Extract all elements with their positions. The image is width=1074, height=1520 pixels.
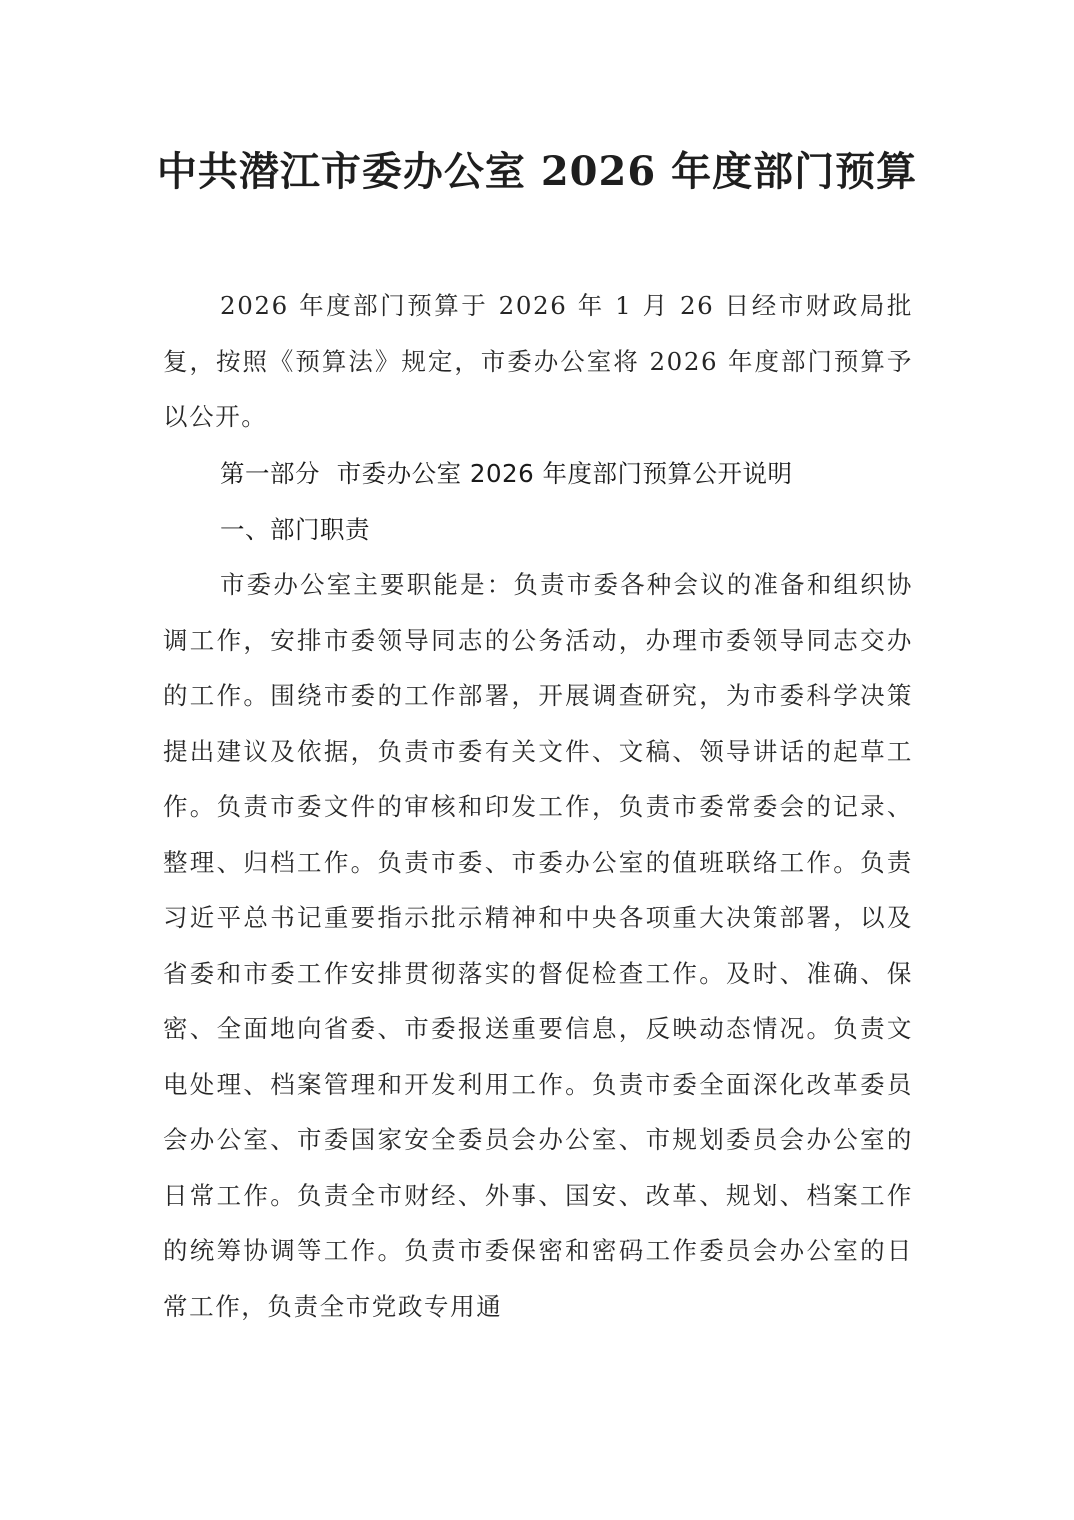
part-heading: 第一部分 市委办公室 2026 年度部门预算公开说明 xyxy=(220,459,793,488)
document-title: 中共潜江市委办公室 2026 年度部门预算 xyxy=(156,148,918,195)
section-heading: 一、部门职责 xyxy=(220,515,370,544)
duties-paragraph: 市委办公室主要职能是：负责市委各种会议的准备和组织协调工作，安排市委领导同志的公务活动，办理市委领导同志交办的工作。围绕市委的工作部署，开展调查研究，为市委科学决策提出建议及依据，负责市委有关文件、文稿、领导讲话的起草工作。负责市委文件的审核和印发工作，负责市委常委会的记录、整理、归档工作。负责市委、市委办公室的值班联络工作。负责习近平总书记重要指示批示精神和中央各项重大决策部署，以及省委和市委工作安排贯彻落实的督促检查工作。及时、准确、保密、全面地向省委、市委报送重要信息，反映动态情况。负责文电处理、档案管理和开发利用工作。负责市委全面深化改革委员会办公室、市委国家安全委员会办公室、市规划委员会办公室的日常工作。负责全市财经、外事、国安、改革、规划、档案工作的统筹协调等工作。负责市委保密和密码工作委员会办公室的日常工作，负责全市党政专用通 xyxy=(163,570,913,1321)
intro-paragraph: 2026 年度部门预算于 2026 年 1 月 26 日经市财政局批复，按照《预算法》规定，市委办公室将 2026 年度部门预算予以公开。 xyxy=(163,291,913,431)
